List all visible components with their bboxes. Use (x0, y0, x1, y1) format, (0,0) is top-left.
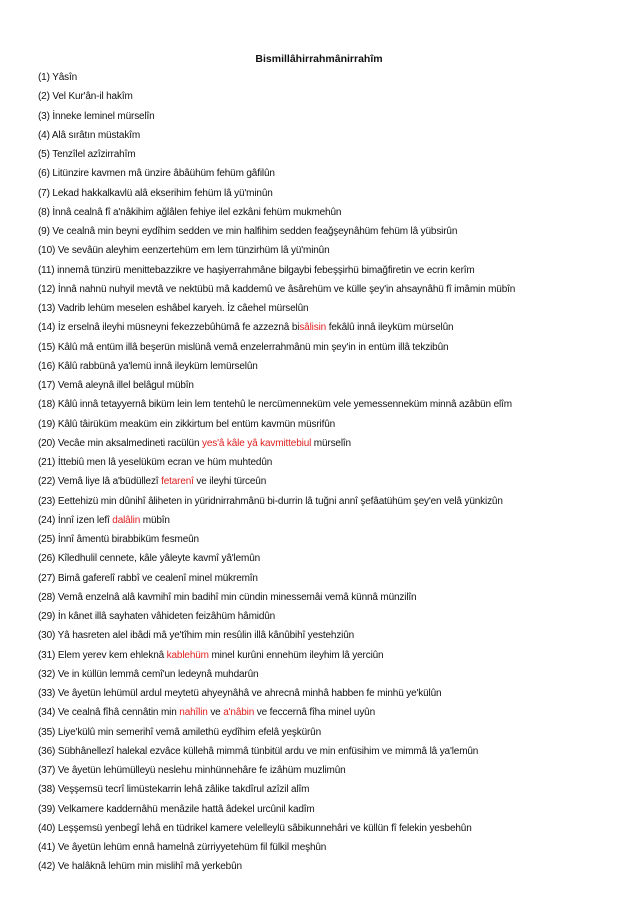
verse-line (38, 626, 618, 645)
verse-text: Bimâ gaferelî rabbî ve cealenî minel mükremîn (57, 572, 258, 584)
verse-number: (13) (38, 303, 56, 314)
verse-number: (35) (38, 726, 56, 738)
verse-number: (41) (38, 842, 56, 853)
verse-text: ve feccernâ fîha minel uyûn (254, 707, 375, 719)
verse-text: Vemâ aleynâ illel belâgul mübîn (57, 380, 194, 391)
verse-text: İnnî âmentü birabbiküm fesmeûn (57, 534, 199, 545)
verse-text: Lekad hakkalkavlü alâ ekserihim fehüm lâ yü'minûn (52, 187, 273, 199)
verse-text: fekâlû innâ ileyküm mürselûn (326, 322, 454, 334)
verse-number: (37) (38, 765, 56, 776)
verse-number: (27) (38, 572, 56, 584)
verse-number: (3) (38, 110, 50, 122)
verse-number: (6) (38, 168, 50, 180)
verse-text: Velkamere kaddernâhü menâzile hattâ âdekel urcûnil kadîm (57, 803, 315, 815)
verse-text: İnnâ nahnü nuhyil mevtâ ve nektübü mâ kaddemû ve âsârehüm ve külle şey'in ahsaynâhü fî imâmin mübîn (57, 283, 516, 295)
verse-text: Vemâ enzelnâ alâ kavmihî min badihî min cündin minessemâi vemâ künnâ münzilîn (57, 591, 417, 603)
verse-text: Ve sevâün aleyhim eenzertehüm em lem tünzirhüm lâ yü'minûn (57, 245, 330, 257)
verse-text: Ve âyetün lehümülleyü neslehu minhünnehâre fe izâhüm muzlimûn (57, 765, 346, 776)
verse-line (38, 261, 618, 280)
verse-line (38, 857, 618, 876)
verse-number: (26) (38, 553, 56, 565)
verse-text: minel kurûni ennehüm ileyhim lâ yerciûn (208, 649, 384, 661)
verse-number: (10) (38, 245, 56, 257)
verse-number: (34) (38, 707, 56, 719)
verse-number: (36) (38, 745, 56, 757)
highlighted-word: dalâlin (112, 514, 141, 526)
verse-number: (7) (38, 187, 50, 199)
verse-number: (14) (38, 322, 56, 334)
verse-number: (16) (38, 360, 56, 372)
highlighted-word: a'nâbin (223, 707, 255, 719)
verse-number: (5) (38, 149, 50, 160)
verse-number: (39) (38, 803, 56, 815)
verse-line (38, 761, 618, 780)
verse-text: Tenzîlel azîzirrahîm (52, 149, 136, 160)
verse-line (38, 280, 618, 299)
verse-text: İn kânet illâ sayhaten vâhideten feizâhüm hâmidûn (57, 611, 276, 622)
verse-number: (12) (38, 283, 56, 295)
verse-text: Vecâe min aksalmedineti racülün (57, 437, 202, 449)
verse-text: İz erselnâ ileyhi müsneyni fekezzebûhümâ fe azzeznâ bi (57, 322, 300, 334)
document-title: Bismillâhirrahmânirrahîm (255, 53, 383, 65)
verse-text: Kâlû rabbünâ ya'lemü innâ ileyküm lemürselûn (57, 360, 258, 372)
verse-line (38, 492, 618, 511)
verse-number: (24) (38, 514, 56, 526)
verse-line (38, 164, 618, 183)
verse-line (38, 684, 618, 703)
verse-text: Ve cealnâ fîhâ cennâtin min (57, 707, 180, 719)
verse-line (38, 395, 618, 414)
verse-text: İnnî izen lefî (57, 514, 113, 526)
verse-text: Eettehizü min dûnihî âliheten in yüridnirrahmânü bi-durrin lâ tuğni annî şefâatühüm şey'en velâ yünkizûn (57, 495, 503, 507)
highlighted-word: fetarenî (161, 476, 194, 488)
verse-text: Kâlû tâirüküm meaküm ein zikkirtum bel entüm kavmün müsrifûn (57, 418, 336, 430)
highlighted-word: yes'â kâle yâ kavmittebiul (202, 437, 312, 449)
verse-line (38, 569, 618, 588)
verse-number: (15) (38, 341, 56, 353)
verse-line (38, 838, 618, 857)
verse-text: Vadrib lehüm meselen eshâbel karyeh. İz câehel mürselûn (57, 303, 309, 314)
verse-number: (33) (38, 688, 56, 699)
verse-number: (28) (38, 591, 56, 603)
verse-number: (1) (38, 72, 50, 83)
verse-line (38, 511, 618, 530)
verse-number: (32) (38, 668, 56, 680)
verse-text: Alâ sırâtın müstakîm (51, 129, 140, 141)
verse-number: (9) (38, 226, 50, 237)
verse-line (38, 87, 618, 106)
verse-line (38, 107, 618, 126)
verse-number: (4) (38, 129, 50, 141)
verse-text: Ve halâknâ lehüm min mislihî mâ yerkebûn (57, 861, 242, 873)
verse-line (38, 530, 618, 549)
verse-line (38, 203, 618, 222)
verse-text: mübîn (140, 514, 170, 526)
verse-line (38, 607, 618, 626)
verse-number: (17) (38, 380, 56, 391)
verse-text: Veşşemsü tecrî limüstekarrin lehâ zâlike takdîrul azîzil alîm (57, 784, 310, 796)
verse-number: (20) (38, 437, 56, 449)
highlighted-word: nahîlin (179, 707, 208, 719)
verse-number: (25) (38, 534, 56, 545)
verse-text: mürselîn (311, 437, 351, 449)
verse-text: Sübhânellezî halekal ezvâce küllehâ mimmâ tünbitül ardu ve min enfüsihim ve mimmâ lâ ya'lemûn (57, 745, 479, 757)
verse-text: Kâlû mâ entüm illâ beşerün mislünâ vemâ enzelerrahmânü min şey'in in entüm illâ tekzibûn (57, 341, 449, 353)
verse-line (38, 646, 618, 665)
verse-line (38, 241, 618, 260)
verse-line (38, 453, 618, 472)
verse-text: Litünzire kavmen mâ ünzire âbâühüm fehüm gâfilûn (52, 168, 275, 180)
verse-text: ve ileyhi türceûn (193, 476, 267, 488)
verse-text: ve (207, 707, 224, 719)
verse-line (38, 222, 618, 241)
verse-number: (19) (38, 418, 56, 430)
verse-line (38, 588, 618, 607)
verse-line (38, 780, 618, 799)
verse-text: Yâ hasreten alel ibâdi mâ ye'tîhim min resûlin illâ kânûbihî yestehziûn (57, 630, 355, 642)
verse-number: (2) (38, 91, 50, 103)
verse-number: (21) (38, 457, 56, 468)
verse-line (38, 338, 618, 357)
verse-number: (23) (38, 495, 56, 507)
verse-line (38, 665, 618, 684)
verse-line (38, 184, 618, 203)
verse-text: Vel Kur'ân-il hakîm (52, 91, 133, 103)
verse-line (38, 357, 618, 376)
highlighted-word: kablehüm (166, 649, 209, 661)
verse-line (38, 126, 618, 145)
verse-text: Ve cealnâ min beyni eydîhim sedden ve min halfihim sedden feağşeynâhüm fehüm lâ yübsirûn (52, 226, 458, 237)
verse-text: Ve in küllün lemmâ cemî'un ledeynâ muhdarûn (57, 668, 259, 680)
verse-line (38, 703, 618, 722)
verse-number: (30) (38, 630, 56, 642)
verse-number: (31) (38, 649, 56, 661)
verse-line (38, 819, 618, 838)
verse-line (38, 472, 618, 491)
verse-line (38, 318, 618, 337)
verse-text: İnneke leminel mürselîn (52, 110, 155, 122)
verse-line (38, 376, 618, 395)
verse-number: (8) (38, 206, 50, 218)
verse-number: (22) (38, 476, 56, 488)
verse-text: Vemâ liye lâ a'büdüllezî (57, 476, 162, 488)
verse-text: İttebiû men lâ yeselüküm ecran ve hüm muhtedûn (57, 457, 273, 468)
highlighted-word: sâlisin (299, 322, 327, 334)
verse-number: (40) (38, 822, 56, 834)
verse-text: İnnâ cealnâ fî a'nâkihim ağlâlen fehiye ilel ezkâni fehüm mukmehûn (52, 206, 342, 218)
verse-text: innemâ tünzirü menittebazzikre ve haşiyerrahmâne bilgaybi febeşşirhü bimağfiretin ve ecrin kerîm (57, 264, 475, 276)
verse-text: Elem yerev kem ehleknâ (57, 649, 167, 661)
verse-line (38, 434, 618, 453)
verse-number: (38) (38, 784, 56, 796)
verse-text: Leşşemsü yenbegî lehâ en tüdrikel kamere velelleylü sâbikunnehâri ve küllün fî felekin yesbehûn (57, 822, 472, 834)
verse-text: Ve âyetün lehümül ardul meytetü ahyeynâhâ ve ahrecnâ minhâ habben fe minhü ye'külûn (57, 688, 442, 699)
verse-text: Ve âyetün lehüm ennâ hamelnâ zürriyyetehüm fil fülkil meşhûn (57, 842, 327, 853)
verse-line (38, 800, 618, 819)
verse-line (38, 145, 618, 164)
verse-number: (29) (38, 611, 56, 622)
verse-line (38, 415, 618, 434)
verse-list (38, 68, 618, 877)
verse-text: Kâlû innâ tetayyernâ biküm lein lem tentehû le nercümenneküm vele yemessenneküm minnâ azâbün elîm (57, 399, 512, 411)
verse-number: (11) (38, 264, 55, 276)
verse-number: (42) (38, 861, 56, 873)
verse-line (38, 549, 618, 568)
verse-text: Yâsîn (52, 72, 78, 83)
verse-line (38, 68, 618, 87)
verse-text: Kîledhulil cennete, kâle yâleyte kavmî yâ'lemûn (57, 553, 261, 565)
verse-line (38, 299, 618, 318)
verse-line (38, 742, 618, 761)
verse-number: (18) (38, 399, 56, 411)
verse-text: Liye'külû min semerihî vemâ amilethü eydîhim efelâ yeşkürûn (57, 726, 322, 738)
verse-line (38, 723, 618, 742)
